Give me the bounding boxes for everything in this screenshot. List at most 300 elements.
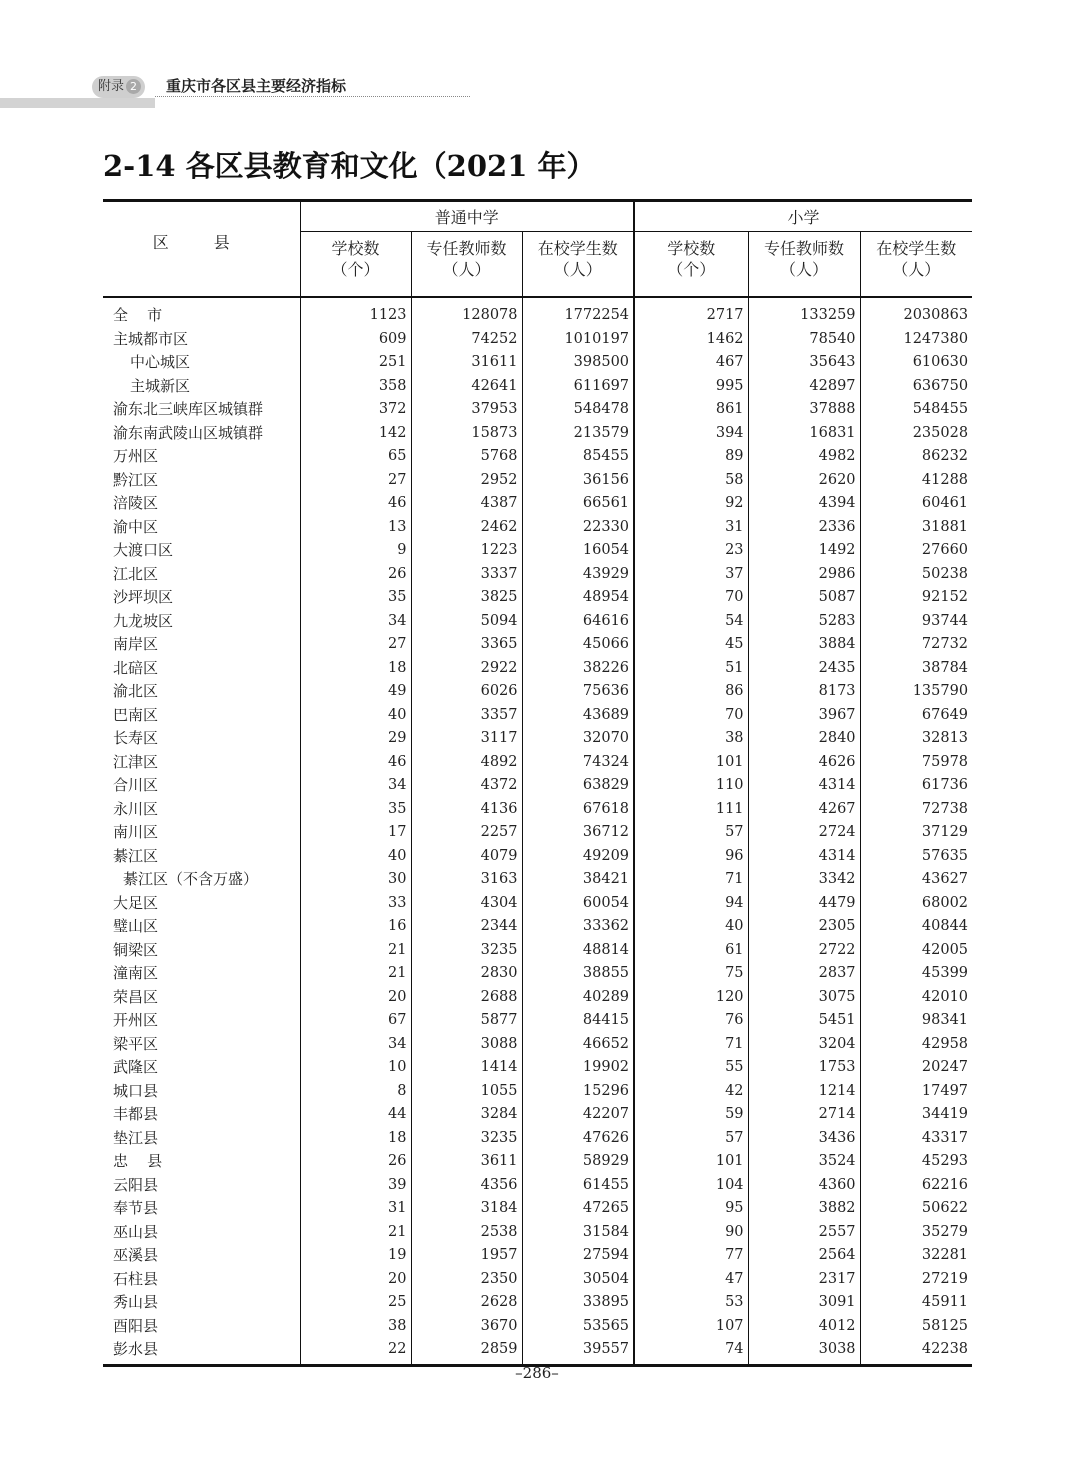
- cell-area: 主城新区: [130, 376, 191, 395]
- cell-ps-schools: 37: [634, 563, 748, 587]
- table-row: [103, 1033, 972, 1057]
- cell-ps-students: 17497: [860, 1080, 972, 1104]
- cell-ms-teachers: 2859: [411, 1338, 522, 1365]
- cell-ps-students: 2030863: [860, 297, 972, 328]
- cell-area: 奉节县: [113, 1199, 159, 1218]
- table-row: [103, 657, 972, 681]
- cell-area: 綦江区（不含万盛）: [123, 870, 259, 889]
- table-row: [103, 868, 972, 892]
- cell-area: 武隆区: [113, 1058, 159, 1077]
- table-row: [103, 798, 972, 822]
- cell-ms-schools: 18: [300, 1127, 411, 1151]
- group-middle-school: 普通中学: [300, 201, 634, 232]
- cell-ps-schools: 23: [634, 539, 748, 563]
- cell-ps-schools: 61: [634, 939, 748, 963]
- cell-ps-schools: 75: [634, 962, 748, 986]
- cell-ms-students: 45066: [522, 633, 634, 657]
- cell-ms-teachers: 15873: [411, 422, 522, 446]
- cell-ms-students: 63829: [522, 774, 634, 798]
- cell-ms-teachers: 1957: [411, 1244, 522, 1268]
- cell-ps-schools: 110: [634, 774, 748, 798]
- table-row: [103, 492, 972, 516]
- cell-ms-teachers: 1055: [411, 1080, 522, 1104]
- cell-ps-teachers: 4479: [748, 892, 860, 916]
- cell-ms-teachers: 2344: [411, 915, 522, 939]
- cell-ms-teachers: 3357: [411, 704, 522, 728]
- cell-area: 荣昌区: [113, 987, 159, 1006]
- cell-ms-students: 30504: [522, 1268, 634, 1292]
- cell-ms-students: 48954: [522, 586, 634, 610]
- cell-area: 南川区: [113, 823, 159, 842]
- cell-ms-schools: 35: [300, 798, 411, 822]
- cell-ps-students: 42005: [860, 939, 972, 963]
- cell-ps-schools: 92: [634, 492, 748, 516]
- cell-ps-students: 34419: [860, 1103, 972, 1127]
- cell-ps-schools: 47: [634, 1268, 748, 1292]
- cell-ms-students: 85455: [522, 445, 634, 469]
- cell-ms-teachers: 4136: [411, 798, 522, 822]
- cell-ms-students: 49209: [522, 845, 634, 869]
- cell-ps-teachers: 8173: [748, 680, 860, 704]
- cell-ps-teachers: 3342: [748, 868, 860, 892]
- area-header: 区 县: [103, 201, 300, 298]
- table-row: [103, 633, 972, 657]
- cell-area: 九龙坡区: [113, 611, 174, 630]
- cell-area: 全 市: [113, 306, 163, 325]
- cell-ps-students: 61736: [860, 774, 972, 798]
- cell-ms-teachers: 4079: [411, 845, 522, 869]
- cell-ms-schools: 27: [300, 633, 411, 657]
- cell-ps-schools: 467: [634, 351, 748, 375]
- cell-ps-students: 72738: [860, 798, 972, 822]
- cell-ps-schools: 90: [634, 1221, 748, 1245]
- table-row: [103, 821, 972, 845]
- cell-ps-teachers: 2317: [748, 1268, 860, 1292]
- cell-ps-students: 60461: [860, 492, 972, 516]
- cell-ms-teachers: 3337: [411, 563, 522, 587]
- cell-ms-teachers: 5877: [411, 1009, 522, 1033]
- cell-ps-schools: 54: [634, 610, 748, 634]
- table-row: [103, 375, 972, 399]
- cell-area: 长寿区: [113, 729, 159, 748]
- cell-ps-teachers: 3967: [748, 704, 860, 728]
- cell-area: 秀山县: [113, 1293, 159, 1312]
- cell-ms-teachers: 37953: [411, 398, 522, 422]
- page-number: –286–: [515, 1364, 559, 1382]
- table-row: [103, 586, 972, 610]
- cell-ms-students: 47626: [522, 1127, 634, 1151]
- cell-ps-students: 610630: [860, 351, 972, 375]
- cell-ps-teachers: 5087: [748, 586, 860, 610]
- cell-ps-schools: 51: [634, 657, 748, 681]
- table-row: [103, 845, 972, 869]
- table-row: [103, 445, 972, 469]
- cell-ps-students: 45911: [860, 1291, 972, 1315]
- table-row: [103, 1244, 972, 1268]
- cell-ms-teachers: 3365: [411, 633, 522, 657]
- cell-ms-schools: 10: [300, 1056, 411, 1080]
- appendix-tag: [92, 76, 145, 98]
- cell-ms-teachers: 4387: [411, 492, 522, 516]
- cell-ms-students: 16054: [522, 539, 634, 563]
- table-row: [103, 892, 972, 916]
- cell-ms-schools: 39: [300, 1174, 411, 1198]
- cell-ms-students: 548478: [522, 398, 634, 422]
- cell-ms-teachers: 1414: [411, 1056, 522, 1080]
- cell-ps-teachers: 2724: [748, 821, 860, 845]
- cell-ps-schools: 59: [634, 1103, 748, 1127]
- cell-ps-teachers: 4360: [748, 1174, 860, 1198]
- cell-area: 綦江区: [113, 846, 159, 865]
- col-header-students: 在校学生数 （人）: [860, 232, 972, 298]
- cell-ps-schools: 77: [634, 1244, 748, 1268]
- cell-ps-schools: 38: [634, 727, 748, 751]
- cell-ps-students: 43627: [860, 868, 972, 892]
- cell-ps-schools: 57: [634, 1127, 748, 1151]
- table-row: [103, 516, 972, 540]
- cell-ps-teachers: 2305: [748, 915, 860, 939]
- cell-area: 巫山县: [113, 1222, 159, 1241]
- table-row: [103, 727, 972, 751]
- cell-ms-teachers: 2350: [411, 1268, 522, 1292]
- cell-ms-teachers: 4356: [411, 1174, 522, 1198]
- cell-ms-schools: 26: [300, 563, 411, 587]
- cell-ms-students: 38421: [522, 868, 634, 892]
- cell-ps-schools: 111: [634, 798, 748, 822]
- cell-ps-students: 636750: [860, 375, 972, 399]
- table-row: [103, 939, 972, 963]
- cell-ps-teachers: 2722: [748, 939, 860, 963]
- cell-ps-students: 40844: [860, 915, 972, 939]
- table-row: [103, 1009, 972, 1033]
- cell-ms-students: 38855: [522, 962, 634, 986]
- cell-ms-teachers: 3235: [411, 939, 522, 963]
- cell-ms-schools: 358: [300, 375, 411, 399]
- cell-ms-schools: 26: [300, 1150, 411, 1174]
- cell-ps-teachers: 2714: [748, 1103, 860, 1127]
- cell-ps-schools: 57: [634, 821, 748, 845]
- cell-area: 北碚区: [113, 658, 159, 677]
- cell-ps-schools: 53: [634, 1291, 748, 1315]
- cell-ms-students: 60054: [522, 892, 634, 916]
- cell-area: 主城都市区: [113, 329, 189, 348]
- cell-ms-schools: 65: [300, 445, 411, 469]
- cell-ms-teachers: 3163: [411, 868, 522, 892]
- page-title: 2-14 各区县教育和文化（2021 年）: [103, 149, 596, 183]
- cell-ms-students: 84415: [522, 1009, 634, 1033]
- cell-ms-teachers: 4372: [411, 774, 522, 798]
- cell-ms-students: 42207: [522, 1103, 634, 1127]
- cell-ps-teachers: 1753: [748, 1056, 860, 1080]
- cell-ps-teachers: 4982: [748, 445, 860, 469]
- cell-ms-students: 1772254: [522, 297, 634, 328]
- cell-ps-teachers: 3075: [748, 986, 860, 1010]
- table-row: [103, 351, 972, 375]
- cell-ms-schools: 34: [300, 610, 411, 634]
- cell-ms-schools: 40: [300, 704, 411, 728]
- cell-ms-students: 39557: [522, 1338, 634, 1365]
- cell-ms-teachers: 3088: [411, 1033, 522, 1057]
- cell-area: 巴南区: [113, 705, 159, 724]
- cell-ms-students: 27594: [522, 1244, 634, 1268]
- cell-ms-schools: 67: [300, 1009, 411, 1033]
- table-row: [103, 1103, 972, 1127]
- cell-ps-teachers: 2557: [748, 1221, 860, 1245]
- cell-ps-schools: 394: [634, 422, 748, 446]
- table-row: [103, 962, 972, 986]
- cell-ms-students: 611697: [522, 375, 634, 399]
- cell-ms-schools: 35: [300, 586, 411, 610]
- cell-ps-schools: 58: [634, 469, 748, 493]
- cell-ps-students: 92152: [860, 586, 972, 610]
- cell-ms-teachers: 3670: [411, 1315, 522, 1339]
- cell-ps-schools: 96: [634, 845, 748, 869]
- cell-ms-teachers: 5094: [411, 610, 522, 634]
- cell-ps-schools: 101: [634, 1150, 748, 1174]
- table-row: [103, 986, 972, 1010]
- cell-ps-teachers: 3204: [748, 1033, 860, 1057]
- cell-ms-schools: 1123: [300, 297, 411, 328]
- cell-ps-students: 42238: [860, 1338, 972, 1365]
- cell-ms-students: 75636: [522, 680, 634, 704]
- cell-ms-schools: 22: [300, 1338, 411, 1365]
- cell-ps-students: 45293: [860, 1150, 972, 1174]
- cell-ms-students: 15296: [522, 1080, 634, 1104]
- cell-area: 垫江县: [113, 1128, 159, 1147]
- cell-ps-teachers: 4394: [748, 492, 860, 516]
- cell-area: 涪陵区: [113, 494, 159, 513]
- cell-ms-schools: 29: [300, 727, 411, 751]
- cell-ms-teachers: 6026: [411, 680, 522, 704]
- table-body: [103, 297, 972, 1365]
- cell-ps-schools: 71: [634, 1033, 748, 1057]
- cell-ps-students: 75978: [860, 751, 972, 775]
- cell-ps-schools: 55: [634, 1056, 748, 1080]
- cell-ps-teachers: 2435: [748, 657, 860, 681]
- cell-area: 城口县: [113, 1081, 159, 1100]
- cell-ps-students: 235028: [860, 422, 972, 446]
- cell-ps-schools: 107: [634, 1315, 748, 1339]
- cell-ms-schools: 27: [300, 469, 411, 493]
- cell-ps-schools: 89: [634, 445, 748, 469]
- cell-ms-students: 32070: [522, 727, 634, 751]
- cell-ps-students: 43317: [860, 1127, 972, 1151]
- cell-ms-schools: 21: [300, 1221, 411, 1245]
- table-row: [103, 1056, 972, 1080]
- cell-ps-students: 35279: [860, 1221, 972, 1245]
- cell-ms-schools: 21: [300, 939, 411, 963]
- cell-ps-schools: 94: [634, 892, 748, 916]
- cell-ps-teachers: 2336: [748, 516, 860, 540]
- cell-ps-schools: 86: [634, 680, 748, 704]
- cell-ps-students: 20247: [860, 1056, 972, 1080]
- cell-area: 忠 县: [113, 1152, 163, 1171]
- cell-ms-students: 1010197: [522, 328, 634, 352]
- cell-ps-schools: 71: [634, 868, 748, 892]
- cell-ps-students: 58125: [860, 1315, 972, 1339]
- cell-ms-teachers: 2830: [411, 962, 522, 986]
- cell-ms-students: 31584: [522, 1221, 634, 1245]
- cell-ps-teachers: 4314: [748, 845, 860, 869]
- cell-ms-schools: 30: [300, 868, 411, 892]
- appendix-label: 附录: [98, 79, 125, 94]
- cell-ms-schools: 372: [300, 398, 411, 422]
- cell-ms-teachers: 5768: [411, 445, 522, 469]
- cell-ps-teachers: 3882: [748, 1197, 860, 1221]
- cell-ms-teachers: 3117: [411, 727, 522, 751]
- cell-ps-students: 41288: [860, 469, 972, 493]
- cell-ps-students: 72732: [860, 633, 972, 657]
- cell-area: 大足区: [113, 893, 159, 912]
- cell-area: 云阳县: [113, 1175, 159, 1194]
- table-row: [103, 398, 972, 422]
- cell-area: 梁平区: [113, 1034, 159, 1053]
- cell-ms-students: 38226: [522, 657, 634, 681]
- cell-area: 合川区: [113, 776, 159, 795]
- cell-ms-teachers: 4304: [411, 892, 522, 916]
- cell-ps-students: 62216: [860, 1174, 972, 1198]
- cell-ms-schools: 38: [300, 1315, 411, 1339]
- table-row: [103, 422, 972, 446]
- cell-ps-schools: 70: [634, 586, 748, 610]
- cell-area: 黔江区: [113, 470, 159, 489]
- cell-ps-students: 50622: [860, 1197, 972, 1221]
- cell-ms-schools: 40: [300, 845, 411, 869]
- cell-ms-teachers: 128078: [411, 297, 522, 328]
- cell-ms-students: 43689: [522, 704, 634, 728]
- cell-ps-students: 27219: [860, 1268, 972, 1292]
- cell-ms-students: 22330: [522, 516, 634, 540]
- cell-area: 丰都县: [113, 1105, 159, 1124]
- cell-area: 巫溪县: [113, 1246, 159, 1265]
- cell-ms-teachers: 2952: [411, 469, 522, 493]
- cell-ms-teachers: 2628: [411, 1291, 522, 1315]
- cell-ms-students: 398500: [522, 351, 634, 375]
- cell-ms-schools: 142: [300, 422, 411, 446]
- cell-ps-schools: 42: [634, 1080, 748, 1104]
- cell-ms-schools: 18: [300, 657, 411, 681]
- appendix-number: 2: [126, 79, 141, 94]
- col-header-schools: 学校数 （个）: [634, 232, 748, 298]
- cell-area: 永川区: [113, 799, 159, 818]
- table-row: [103, 1315, 972, 1339]
- cell-ms-students: 74324: [522, 751, 634, 775]
- cell-area: 沙坪坝区: [113, 588, 174, 607]
- cell-ms-students: 47265: [522, 1197, 634, 1221]
- cell-ps-students: 57635: [860, 845, 972, 869]
- cell-ps-teachers: 2564: [748, 1244, 860, 1268]
- cell-ms-schools: 20: [300, 986, 411, 1010]
- cell-ms-schools: 49: [300, 680, 411, 704]
- cell-ps-teachers: 4314: [748, 774, 860, 798]
- cell-area: 开州区: [113, 1011, 159, 1030]
- cell-area: 璧山区: [113, 917, 159, 936]
- cell-ms-students: 66561: [522, 492, 634, 516]
- cell-ms-schools: 44: [300, 1103, 411, 1127]
- cell-ps-students: 548455: [860, 398, 972, 422]
- cell-ms-teachers: 31611: [411, 351, 522, 375]
- cell-ps-students: 32813: [860, 727, 972, 751]
- cell-ps-students: 86232: [860, 445, 972, 469]
- table-row: [103, 680, 972, 704]
- cell-ps-teachers: 2840: [748, 727, 860, 751]
- cell-area: 渝东南武陵山区城镇群: [113, 423, 264, 442]
- cell-ps-teachers: 2620: [748, 469, 860, 493]
- cell-ps-students: 45399: [860, 962, 972, 986]
- table-row: [103, 1127, 972, 1151]
- cell-ps-teachers: 1214: [748, 1080, 860, 1104]
- cell-ps-teachers: 16831: [748, 422, 860, 446]
- cell-ps-schools: 74: [634, 1338, 748, 1365]
- cell-ms-schools: 9: [300, 539, 411, 563]
- table-row: [103, 704, 972, 728]
- header-rule: [155, 96, 470, 97]
- cell-ms-students: 40289: [522, 986, 634, 1010]
- cell-ms-schools: 46: [300, 751, 411, 775]
- cell-ms-schools: 17: [300, 821, 411, 845]
- table-row: [103, 1338, 972, 1365]
- cell-ps-teachers: 5451: [748, 1009, 860, 1033]
- cell-ms-students: 61455: [522, 1174, 634, 1198]
- cell-ms-schools: 8: [300, 1080, 411, 1104]
- cell-ms-teachers: 3825: [411, 586, 522, 610]
- table-row: [103, 774, 972, 798]
- cell-ms-teachers: 3235: [411, 1127, 522, 1151]
- cell-ps-teachers: 3436: [748, 1127, 860, 1151]
- cell-ps-teachers: 1492: [748, 539, 860, 563]
- cell-ms-students: 46652: [522, 1033, 634, 1057]
- cell-ms-students: 36156: [522, 469, 634, 493]
- cell-area: 潼南区: [113, 964, 159, 983]
- cell-ps-students: 31881: [860, 516, 972, 540]
- table-row: [103, 610, 972, 634]
- cell-ms-schools: 33: [300, 892, 411, 916]
- table-row: [103, 751, 972, 775]
- cell-ps-students: 42958: [860, 1033, 972, 1057]
- cell-area: 彭水县: [103, 1338, 300, 1365]
- cell-ms-schools: 19: [300, 1244, 411, 1268]
- cell-ps-teachers: 3524: [748, 1150, 860, 1174]
- cell-ps-schools: 40: [634, 915, 748, 939]
- table-row: [103, 1291, 972, 1315]
- cell-ps-teachers: 5283: [748, 610, 860, 634]
- header-bar: [0, 98, 155, 108]
- cell-ps-teachers: 37888: [748, 398, 860, 422]
- cell-ps-teachers: 4626: [748, 751, 860, 775]
- cell-ps-schools: 120: [634, 986, 748, 1010]
- cell-ms-schools: 13: [300, 516, 411, 540]
- cell-ms-teachers: 2462: [411, 516, 522, 540]
- cell-ps-teachers: 3038: [748, 1338, 860, 1365]
- cell-ps-schools: 1462: [634, 328, 748, 352]
- education-table: [103, 199, 972, 1367]
- table-row: [103, 297, 972, 328]
- cell-ps-teachers: 133259: [748, 297, 860, 328]
- cell-ms-students: 33362: [522, 915, 634, 939]
- col-header-schools: 学校数 （个）: [300, 232, 411, 298]
- cell-ms-schools: 25: [300, 1291, 411, 1315]
- cell-ps-teachers: 3091: [748, 1291, 860, 1315]
- cell-ms-teachers: 3184: [411, 1197, 522, 1221]
- cell-ms-students: 213579: [522, 422, 634, 446]
- cell-ms-schools: 16: [300, 915, 411, 939]
- cell-area: 渝东北三峡库区城镇群: [113, 400, 264, 419]
- running-header-title: 重庆市各区县主要经济指标: [166, 77, 347, 95]
- cell-ms-students: 43929: [522, 563, 634, 587]
- cell-area: 石柱县: [113, 1269, 159, 1288]
- cell-area: 江津区: [113, 752, 159, 771]
- cell-ps-schools: 995: [634, 375, 748, 399]
